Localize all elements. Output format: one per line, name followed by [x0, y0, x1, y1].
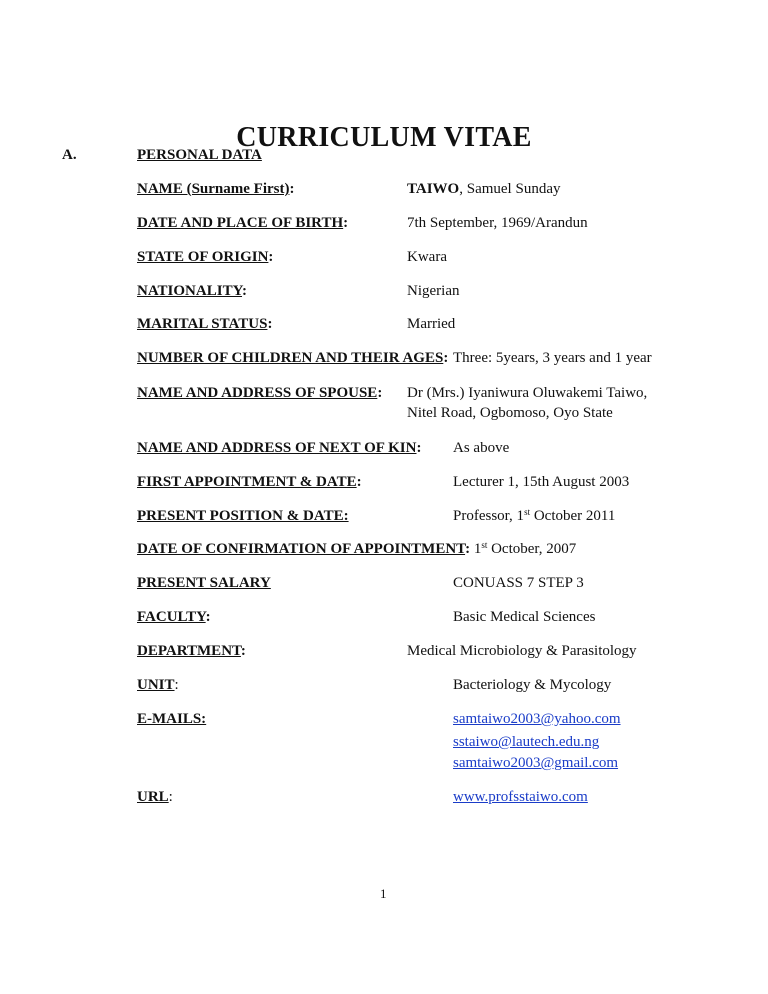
label-text: E-MAILS:	[137, 711, 207, 727]
colon: :	[240, 643, 246, 659]
email-link[interactable]: samtaiwo2003@gmail.com	[453, 755, 619, 771]
document-title: CURRICULUM VITAE	[236, 122, 532, 153]
label-text: DATE OF CONFIRMATION OF APPOINTMENT	[137, 541, 466, 557]
colon: :	[356, 474, 362, 490]
label-text: NUMBER OF CHILDREN AND THEIR AGES	[137, 350, 444, 366]
label-url	[137, 788, 173, 806]
label-text: URL	[137, 789, 169, 805]
section-heading	[137, 146, 262, 164]
colon: :	[443, 350, 449, 366]
value-unit: Bacteriology & Mycology	[453, 677, 612, 693]
website-link[interactable]: www.profsstaiwo.com	[453, 789, 588, 805]
colon: :	[268, 249, 274, 265]
value-part: 1	[470, 541, 482, 557]
value-name	[407, 180, 560, 198]
label-name	[137, 180, 294, 198]
label-text: MARITAL STATUS	[137, 316, 268, 332]
value-present-position	[453, 507, 615, 525]
label-faculty	[137, 608, 211, 626]
label-first-appointment	[137, 473, 362, 491]
label-text: FACULTY	[137, 609, 206, 625]
colon: :	[174, 677, 179, 693]
label-emails	[137, 710, 206, 728]
page-number: 1	[380, 886, 387, 901]
colon: :	[343, 215, 349, 231]
label-text: STATE OF ORIGIN	[137, 249, 269, 265]
label-text: NAME (Surname First)	[137, 181, 290, 197]
colon: :	[377, 385, 383, 401]
value-nationality: Nigerian	[407, 283, 460, 299]
value-marital: Married	[407, 316, 456, 332]
label-text: FIRST APPOINTMENT & DATE	[137, 474, 357, 490]
ordinal-suffix: st	[524, 507, 531, 517]
ordinal-suffix: st	[481, 540, 488, 550]
value-children: Three: 5years, 3 years and 1 year	[453, 350, 652, 366]
value-spouse-line1: Dr (Mrs.) Iyaniwura Oluwakemi Taiwo,	[407, 385, 648, 401]
value-part: Professor, 1	[453, 508, 525, 524]
value-origin: Kwara	[407, 249, 447, 265]
label-salary	[137, 574, 271, 592]
value-part: October 2011	[530, 508, 616, 524]
value-spouse-line2: Nitel Road, Ogbomoso, Oyo State	[407, 405, 613, 421]
label-origin	[137, 248, 273, 266]
label-birth	[137, 214, 348, 232]
value-salary: CONUASS 7 STEP 3	[453, 575, 584, 591]
label-marital	[137, 315, 272, 333]
value-part: October, 2007	[487, 541, 577, 557]
email-link[interactable]: sstaiwo@lautech.edu.ng	[453, 734, 600, 750]
label-unit	[137, 676, 179, 694]
label-text: NAME AND ADDRESS OF NEXT OF KIN	[137, 440, 417, 456]
colon: :	[289, 181, 295, 197]
label-present-position	[137, 507, 349, 525]
email-link[interactable]: samtaiwo2003@yahoo.com	[453, 711, 621, 727]
value-department: Medical Microbiology & Parasitology	[407, 643, 637, 659]
row-confirmation	[137, 540, 576, 558]
label-text: NAME AND ADDRESS OF SPOUSE	[137, 385, 378, 401]
section-letter: A.	[62, 147, 77, 163]
colon: :	[465, 541, 471, 557]
colon: :	[242, 283, 248, 299]
label-text: UNIT	[137, 677, 175, 693]
label-text: PRESENT SALARY	[137, 575, 271, 591]
label-kin	[137, 439, 421, 457]
section-heading-text: PERSONAL DATA	[137, 147, 262, 163]
value-kin: As above	[453, 440, 510, 456]
label-text: NATIONALITY	[137, 283, 243, 299]
label-text: PRESENT POSITION & DATE:	[137, 508, 349, 524]
label-nationality	[137, 282, 247, 300]
label-text: DATE AND PLACE OF BIRTH	[137, 215, 344, 231]
colon: :	[168, 789, 173, 805]
label-spouse	[137, 384, 382, 402]
label-children	[137, 349, 448, 367]
colon: :	[205, 609, 211, 625]
colon: :	[416, 440, 422, 456]
value-faculty: Basic Medical Sciences	[453, 609, 596, 625]
colon: :	[267, 316, 273, 332]
label-department	[137, 642, 246, 660]
value-first-appointment: Lecturer 1, 15th August 2003	[453, 474, 630, 490]
given-names: , Samuel Sunday	[459, 181, 561, 197]
surname: TAIWO	[407, 181, 460, 197]
label-text: DEPARTMENT	[137, 643, 241, 659]
value-birth: 7th September, 1969/Arandun	[407, 215, 588, 231]
